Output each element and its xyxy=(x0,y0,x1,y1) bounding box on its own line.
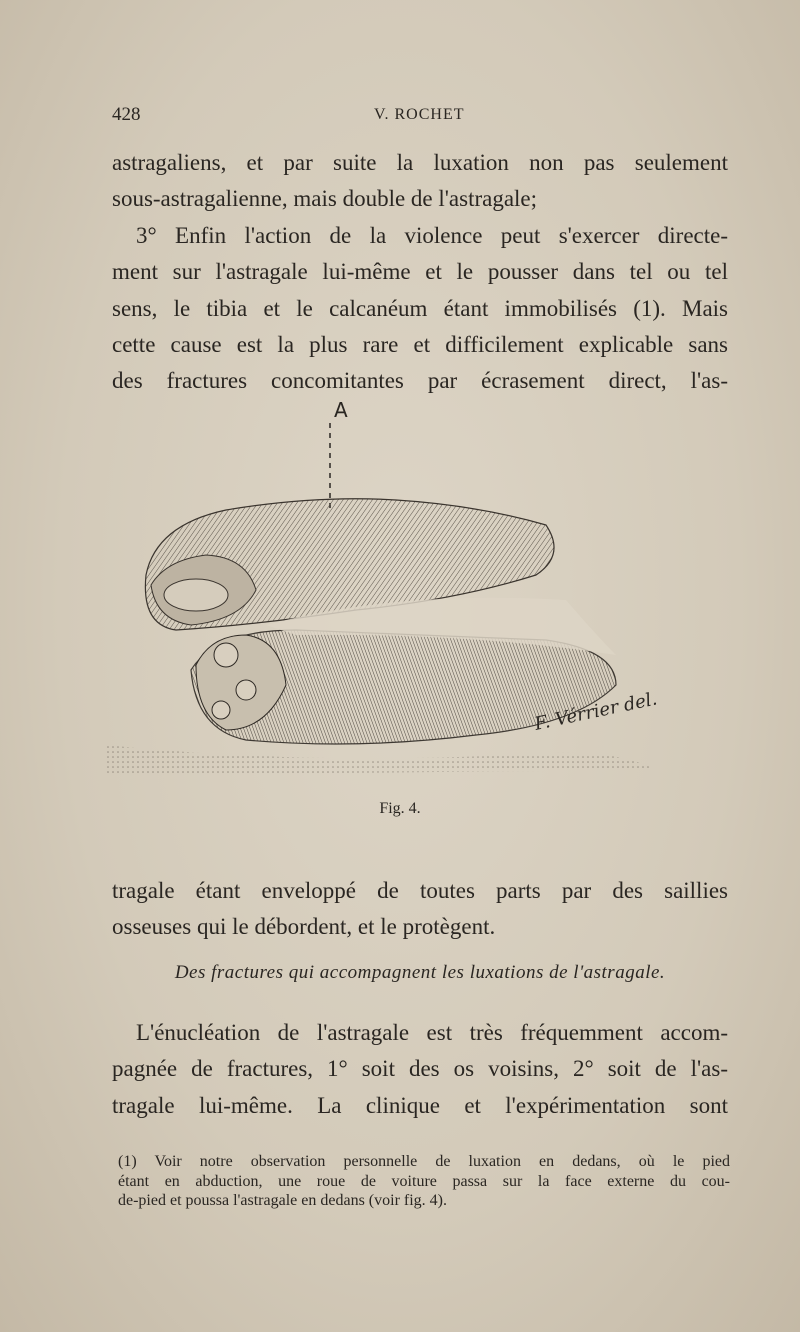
page-header xyxy=(112,104,730,132)
footnote-line: de-pied et poussa l'astragale en dedans (voir fig. 4). xyxy=(118,1192,447,1209)
footnote-line: étant en abduction, une roue de voiture passa sur la face externe du cou- xyxy=(118,1172,730,1190)
section-title: Des fractures qui accompagnent les luxations de l'astragale. xyxy=(174,962,666,983)
footnote-line: (1) Voir notre observation personnelle de luxation en dedans, où le pied xyxy=(118,1153,730,1170)
text-line: tragale étant enveloppé de toutes parts par des saillies xyxy=(112,878,728,903)
text-line: des fractures concomitantes par écrasement direct, l'as- xyxy=(112,368,728,394)
text-line: pagnée de fractures, 1° soit des os voisins, 2° soit de l'as- xyxy=(112,1056,728,1082)
text-line: 3° Enfin l'action de la violence peut s'exercer directe- xyxy=(136,222,728,248)
page-number: 428 xyxy=(112,104,141,125)
artist-signature: F. Vérrier del. xyxy=(532,688,656,735)
text-line: sous-astragalienne, mais double de l'astragale; xyxy=(112,186,538,212)
text-line: sens, le tibia et le calcanéum étant immobilisés (1). Mais xyxy=(112,295,728,321)
text-line: tragale lui-même. La clinique et l'expérimentation sont xyxy=(112,1092,728,1118)
text-line: cette cause est la plus rare et difficilement explicable sans xyxy=(112,332,728,358)
text-line: osseuses qui le débordent, et le protègent. xyxy=(112,914,496,940)
paragraph-3 xyxy=(112,1015,728,1124)
figure-label-a: A xyxy=(334,398,348,422)
text-line: astragaliens, et par suite la luxation non pas seulement xyxy=(112,150,728,175)
figure-caption: Fig. 4. xyxy=(379,800,421,817)
paragraph-1 xyxy=(112,145,728,400)
feet-engraving xyxy=(96,385,656,780)
paragraph-2 xyxy=(112,873,728,946)
footnote xyxy=(118,1152,730,1211)
text-line: L'énucléation de l'astragale est très fréquemment accom- xyxy=(136,1020,728,1045)
text-line: ment sur l'astragale lui-même et le pousser dans tel ou tel xyxy=(112,259,728,285)
running-head: V. ROCHET xyxy=(374,106,465,123)
figure-feet-illustration xyxy=(96,385,656,780)
